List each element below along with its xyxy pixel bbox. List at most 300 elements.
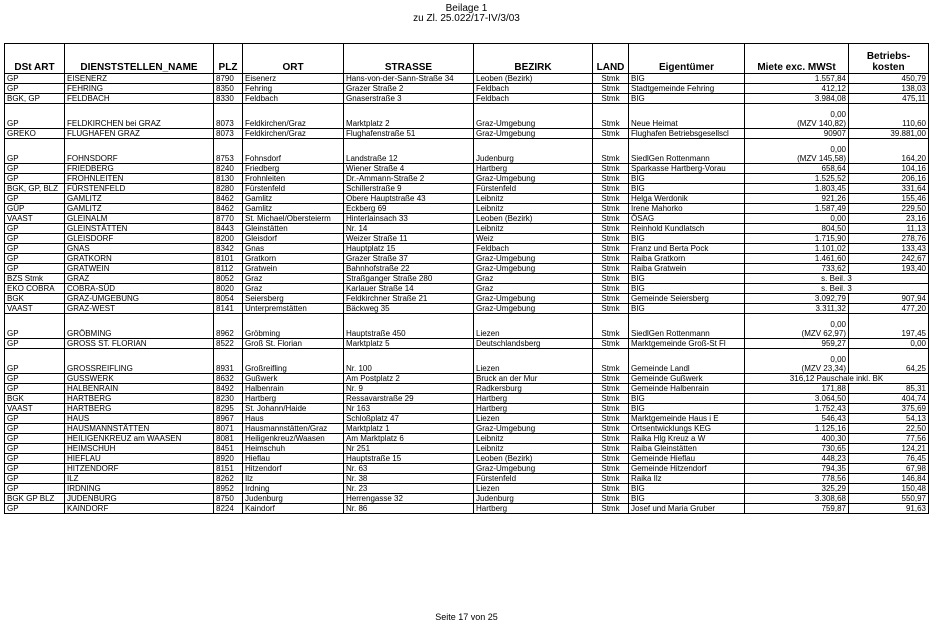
cell-bezirk: Graz-Umgebung: [474, 294, 593, 304]
table-row: [5, 454, 929, 464]
cell-name: HEILIGENKREUZ am WAASEN: [65, 434, 214, 444]
cell-miete: 759,87: [745, 504, 849, 514]
cell-ort: St. Johann/Haide: [243, 404, 344, 414]
cell-name: GLEINSTÄTTEN: [65, 224, 214, 234]
cell-name: GRAZ-WEST: [65, 304, 214, 314]
cell-art: GP: [5, 164, 65, 174]
cell-eig: Raika Ilz: [629, 474, 745, 484]
cell-miete: s. Beil. 3: [745, 274, 929, 284]
cell-art: BGK, GP: [5, 94, 65, 104]
cell-bezirk: Weiz: [474, 234, 593, 244]
table-row: [5, 424, 929, 434]
cell-ort: Hieflau: [243, 454, 344, 464]
cell-bezirk: Graz-Umgebung: [474, 129, 593, 139]
cell-miete: 794,35: [745, 464, 849, 474]
cell-name: GLEINALM: [65, 214, 214, 224]
cell-miete: 959,27: [745, 339, 849, 349]
table-row: [5, 264, 929, 274]
cell-name: GRATKORN: [65, 254, 214, 264]
cell-miete: 325,29: [745, 484, 849, 494]
cell-plz: 8101: [214, 254, 243, 264]
cell-miete: 1.752,43: [745, 404, 849, 414]
cell-plz: 8342: [214, 244, 243, 254]
cell-eig: BIG: [629, 284, 745, 294]
cell-land: Stmk: [593, 164, 629, 174]
cell-art: GP: [5, 314, 65, 339]
cell-ort: Judenburg: [243, 494, 344, 504]
cell-bk: 229,50: [849, 204, 929, 214]
cell-bezirk: Liezen: [474, 314, 593, 339]
cell-land: Stmk: [593, 314, 629, 339]
col-header: Miete exc. MWSt: [745, 44, 849, 74]
cell-ort: Groß St. Florian: [243, 339, 344, 349]
rent-mzv-note: (MZV 140,82): [797, 119, 846, 128]
cell-name: FRIEDBERG: [65, 164, 214, 174]
table-row: [5, 194, 929, 204]
cell-plz: 8200: [214, 234, 243, 244]
cell-name: GRAZ: [65, 274, 214, 284]
cell-plz: 8130: [214, 174, 243, 184]
cell-plz: 8020: [214, 284, 243, 294]
cell-plz: 8753: [214, 139, 243, 164]
cell-bezirk: Leibnitz: [474, 194, 593, 204]
cell-strasse: Nr. 23: [344, 484, 474, 494]
cell-eig: Raiba Gratkorn: [629, 254, 745, 264]
cell-eig: SiedlGen Rottenmann: [629, 139, 745, 164]
cell-bezirk: Leibnitz: [474, 434, 593, 444]
cell-name: HARTBERG: [65, 404, 214, 414]
cell-bk: 91,63: [849, 504, 929, 514]
cell-bezirk: Judenburg: [474, 139, 593, 164]
cell-land: Stmk: [593, 129, 629, 139]
cell-land: Stmk: [593, 484, 629, 494]
table-row: [5, 254, 929, 264]
col-header: ORT: [243, 44, 344, 74]
cell-bk: 450,79: [849, 74, 929, 84]
cell-land: Stmk: [593, 74, 629, 84]
cell-ort: Graz: [243, 284, 344, 294]
cell-ort: Kaindorf: [243, 504, 344, 514]
cell-art: GP: [5, 264, 65, 274]
table-row: [5, 94, 929, 104]
cell-art: GP: [5, 504, 65, 514]
cell-land: Stmk: [593, 494, 629, 504]
cell-miete: 804,50: [745, 224, 849, 234]
cell-bk: 331,64: [849, 184, 929, 194]
cell-plz: 8952: [214, 484, 243, 494]
cell-strasse: Obere Hauptstraße 43: [344, 194, 474, 204]
cell-bezirk: Fürstenfeld: [474, 474, 593, 484]
cell-land: Stmk: [593, 414, 629, 424]
cell-bezirk: Graz: [474, 274, 593, 284]
cell-bk: 907,94: [849, 294, 929, 304]
cell-name: FROHNLEITEN: [65, 174, 214, 184]
cell-art: VAAST: [5, 304, 65, 314]
cell-art: GP: [5, 384, 65, 394]
cell-art: GP: [5, 454, 65, 464]
cell-ort: Heimschuh: [243, 444, 344, 454]
cell-plz: 8770: [214, 214, 243, 224]
cell-bezirk: Liezen: [474, 484, 593, 494]
table-row: [5, 394, 929, 404]
cell-eig: Flughafen Betriebsgesellscl: [629, 129, 745, 139]
cell-name: JUDENBURG: [65, 494, 214, 504]
cell-land: Stmk: [593, 204, 629, 214]
cell-name: FELDBACH: [65, 94, 214, 104]
cell-miete: [745, 314, 849, 339]
cell-ort: Frohnleiten: [243, 174, 344, 184]
rent-value: 0,00: [830, 110, 846, 119]
cell-miete: 171,88: [745, 384, 849, 394]
cell-miete: 3.064,50: [745, 394, 849, 404]
cell-art: GP: [5, 224, 65, 234]
cell-art: GP: [5, 484, 65, 494]
cell-land: Stmk: [593, 84, 629, 94]
cell-ort: Heiligenkreuz/Waasen: [243, 434, 344, 444]
col-header: DSt ART: [5, 44, 65, 74]
cell-bk: 475,11: [849, 94, 929, 104]
cell-bk: 124,21: [849, 444, 929, 454]
cell-name: FEHRING: [65, 84, 214, 94]
cell-ort: Halbenrain: [243, 384, 344, 394]
cell-bk: 76,45: [849, 454, 929, 464]
cell-plz: 8081: [214, 434, 243, 444]
cell-miete: 1.803,45: [745, 184, 849, 194]
cell-miete: 658,64: [745, 164, 849, 174]
cell-strasse: Nr. 100: [344, 349, 474, 374]
cell-strasse: Nr. 14: [344, 224, 474, 234]
cell-art: GP: [5, 474, 65, 484]
cell-bk: 22,50: [849, 424, 929, 434]
cell-art: GP: [5, 234, 65, 244]
cell-name: FELDKIRCHEN bei GRAZ: [65, 104, 214, 129]
cell-land: Stmk: [593, 374, 629, 384]
cell-plz: 8230: [214, 394, 243, 404]
cell-plz: 8330: [214, 94, 243, 104]
cell-miete: 1.125,16: [745, 424, 849, 434]
page-footer: Seite 17 von 25: [435, 612, 498, 622]
cell-art: GP: [5, 414, 65, 424]
cell-name: GRATWEIN: [65, 264, 214, 274]
cell-art: GP: [5, 464, 65, 474]
cell-art: GP: [5, 174, 65, 184]
table-row: [5, 274, 929, 284]
cell-land: Stmk: [593, 284, 629, 294]
cell-bezirk: Liezen: [474, 414, 593, 424]
cell-land: Stmk: [593, 94, 629, 104]
cell-plz: 8462: [214, 204, 243, 214]
cell-ort: Gußwerk: [243, 374, 344, 384]
cell-bk: 138,03: [849, 84, 929, 94]
table-row: [5, 294, 929, 304]
cell-ort: Gamlitz: [243, 194, 344, 204]
cell-strasse: Schillerstraße 9: [344, 184, 474, 194]
cell-name: HALBENRAIN: [65, 384, 214, 394]
cell-land: Stmk: [593, 304, 629, 314]
cell-plz: 8462: [214, 194, 243, 204]
cell-bk: 404,74: [849, 394, 929, 404]
cell-bezirk: Leoben (Bezirk): [474, 454, 593, 464]
table-row: [5, 384, 929, 394]
cell-bk: 150,48: [849, 484, 929, 494]
cell-art: GP: [5, 194, 65, 204]
cell-miete: 1.525,52: [745, 174, 849, 184]
rent-mzv-note: (MZV 62,97): [801, 329, 846, 338]
cell-strasse: Hauptstraße 15: [344, 454, 474, 464]
cell-eig: Reinhold Kundlatsch: [629, 224, 745, 234]
cell-plz: 8920: [214, 454, 243, 464]
cell-bk: 146,84: [849, 474, 929, 484]
cell-plz: 8750: [214, 494, 243, 504]
cell-miete: 921,26: [745, 194, 849, 204]
cell-bk: 110,60: [849, 104, 929, 129]
cell-strasse: Feldkirchner Straße 21: [344, 294, 474, 304]
cell-ort: Gleinstätten: [243, 224, 344, 234]
cell-miete: 1.101,02: [745, 244, 849, 254]
table-row: [5, 414, 929, 424]
cell-plz: 8112: [214, 264, 243, 274]
cell-art: BGK, GP, BLZ: [5, 184, 65, 194]
table-row: [5, 444, 929, 454]
cell-eig: BIG: [629, 74, 745, 84]
cell-bezirk: Graz-Umgebung: [474, 104, 593, 129]
cell-land: Stmk: [593, 504, 629, 514]
offices-table: [4, 43, 929, 514]
cell-bezirk: Graz-Umgebung: [474, 264, 593, 274]
cell-bezirk: Leibnitz: [474, 204, 593, 214]
table-row: [5, 224, 929, 234]
cell-eig: Gemeinde Hieflau: [629, 454, 745, 464]
cell-eig: Raiba Gratwein: [629, 264, 745, 274]
table-row: [5, 244, 929, 254]
cell-ort: Eisenerz: [243, 74, 344, 84]
cell-eig: Raika Hlg Kreuz a W: [629, 434, 745, 444]
cell-miete: 316,12 Pauschale inkl. BK: [745, 374, 929, 384]
cell-name: ILZ: [65, 474, 214, 484]
cell-art: GP: [5, 139, 65, 164]
cell-art: GREKO: [5, 129, 65, 139]
cell-ort: Großreifling: [243, 349, 344, 374]
cell-eig: BIG: [629, 304, 745, 314]
cell-strasse: Hans-von-der-Sann-Straße 34: [344, 74, 474, 84]
cell-land: Stmk: [593, 264, 629, 274]
col-header: Betriebs-kosten: [849, 44, 929, 74]
cell-miete: 546,43: [745, 414, 849, 424]
table-row: [5, 314, 929, 339]
cell-bezirk: Feldbach: [474, 94, 593, 104]
cell-eig: BIG: [629, 494, 745, 504]
cell-land: Stmk: [593, 454, 629, 464]
cell-bezirk: Liezen: [474, 349, 593, 374]
cell-land: Stmk: [593, 274, 629, 284]
cell-strasse: Nr. 9: [344, 384, 474, 394]
cell-bk: 206,16: [849, 174, 929, 184]
cell-ort: Fürstenfeld: [243, 184, 344, 194]
table-row: [5, 234, 929, 244]
cell-ort: Unterpremstätten: [243, 304, 344, 314]
cell-strasse: Hauptplatz 15: [344, 244, 474, 254]
cell-eig: Gemeinde Halbenrain: [629, 384, 745, 394]
cell-ort: Graz: [243, 274, 344, 284]
cell-bk: 64,25: [849, 349, 929, 374]
cell-art: BGK: [5, 294, 65, 304]
cell-ort: Gröbming: [243, 314, 344, 339]
cell-art: GP: [5, 339, 65, 349]
cell-bk: 197,45: [849, 314, 929, 339]
cell-eig: Raiba Gleinstätten: [629, 444, 745, 454]
cell-art: VAAST: [5, 214, 65, 224]
cell-land: Stmk: [593, 474, 629, 484]
cell-ort: Ilz: [243, 474, 344, 484]
cell-land: Stmk: [593, 194, 629, 204]
cell-strasse: Nr. 86: [344, 504, 474, 514]
table-row: [5, 84, 929, 94]
cell-strasse: Marktplatz 1: [344, 424, 474, 434]
cell-ort: Haus: [243, 414, 344, 424]
cell-bk: 54,13: [849, 414, 929, 424]
cell-eig: Ortsentwicklungs KEG: [629, 424, 745, 434]
table-row: [5, 464, 929, 474]
cell-plz: 8224: [214, 504, 243, 514]
table-header-row: [5, 44, 929, 74]
cell-name: HIEFLAU: [65, 454, 214, 464]
cell-plz: 8280: [214, 184, 243, 194]
cell-miete: [745, 104, 849, 129]
cell-strasse: Nr 251: [344, 444, 474, 454]
cell-bk: 193,40: [849, 264, 929, 274]
cell-name: GROSS ST. FLORIAN: [65, 339, 214, 349]
cell-bk: 85,31: [849, 384, 929, 394]
cell-eig: BIG: [629, 484, 745, 494]
cell-bk: 278,76: [849, 234, 929, 244]
cell-bezirk: Leoben (Bezirk): [474, 74, 593, 84]
table-row: [5, 339, 929, 349]
cell-miete: 3.311,32: [745, 304, 849, 314]
cell-bezirk: Hartberg: [474, 394, 593, 404]
cell-strasse: Grazer Straße 2: [344, 84, 474, 94]
cell-bk: 242,67: [849, 254, 929, 264]
table-row: [5, 474, 929, 484]
cell-art: GÜP: [5, 204, 65, 214]
cell-name: GLEISDORF: [65, 234, 214, 244]
cell-strasse: Grazer Straße 37: [344, 254, 474, 264]
cell-strasse: Bäckweg 35: [344, 304, 474, 314]
cell-strasse: Herrengasse 32: [344, 494, 474, 504]
cell-name: FÜRSTENFELD: [65, 184, 214, 194]
cell-eig: Gemeinde Landl: [629, 349, 745, 374]
cell-bezirk: Hartberg: [474, 504, 593, 514]
cell-bezirk: Deutschlandsberg: [474, 339, 593, 349]
cell-bk: 11,13: [849, 224, 929, 234]
cell-bezirk: Leibnitz: [474, 224, 593, 234]
cell-strasse: Nr. 38: [344, 474, 474, 484]
cell-miete: 412,12: [745, 84, 849, 94]
cell-bezirk: Radkersburg: [474, 384, 593, 394]
table-row: [5, 434, 929, 444]
cell-bezirk: Graz-Umgebung: [474, 424, 593, 434]
rent-mzv-note: (MZV 23,34): [801, 364, 846, 373]
cell-ort: Gratkorn: [243, 254, 344, 264]
cell-bk: 67,98: [849, 464, 929, 474]
cell-miete: s. Beil. 3: [745, 284, 929, 294]
cell-eig: BIG: [629, 174, 745, 184]
table-row: [5, 349, 929, 374]
cell-bezirk: Graz-Umgebung: [474, 464, 593, 474]
table-row: [5, 129, 929, 139]
cell-eig: Gemeinde Seiersberg: [629, 294, 745, 304]
cell-ort: St. Michael/Obersteierm: [243, 214, 344, 224]
cell-eig: Irene Mahorko: [629, 204, 745, 214]
cell-art: VAAST: [5, 404, 65, 414]
cell-miete: [745, 139, 849, 164]
cell-strasse: Bahnhofstraße 22: [344, 264, 474, 274]
table-row: [5, 174, 929, 184]
cell-strasse: Am Marktplatz 6: [344, 434, 474, 444]
cell-land: Stmk: [593, 434, 629, 444]
table-row: [5, 504, 929, 514]
cell-name: COBRA-SÜD: [65, 284, 214, 294]
cell-land: Stmk: [593, 384, 629, 394]
cell-ort: Friedberg: [243, 164, 344, 174]
cell-land: Stmk: [593, 339, 629, 349]
cell-miete: 733,62: [745, 264, 849, 274]
table-row: [5, 284, 929, 294]
cell-miete: 1.587,49: [745, 204, 849, 214]
cell-art: GP: [5, 84, 65, 94]
cell-miete: [745, 349, 849, 374]
cell-strasse: Ressavarstraße 29: [344, 394, 474, 404]
cell-name: GUSSWERK: [65, 374, 214, 384]
cell-eig: BIG: [629, 404, 745, 414]
cell-ort: Fehring: [243, 84, 344, 94]
table-row: [5, 484, 929, 494]
cell-bezirk: Graz-Umgebung: [474, 304, 593, 314]
cell-strasse: Eckberg 69: [344, 204, 474, 214]
cell-strasse: Flughafenstraße 51: [344, 129, 474, 139]
cell-miete: 3.092,79: [745, 294, 849, 304]
cell-bk: 133,43: [849, 244, 929, 254]
cell-miete: 0,00: [745, 214, 849, 224]
cell-name: FLUGHAFEN GRAZ: [65, 129, 214, 139]
cell-plz: 8492: [214, 384, 243, 394]
cell-land: Stmk: [593, 464, 629, 474]
cell-eig: BIG: [629, 394, 745, 404]
cell-land: Stmk: [593, 404, 629, 414]
cell-miete: 3.984,08: [745, 94, 849, 104]
table-row: [5, 494, 929, 504]
cell-ort: Irdning: [243, 484, 344, 494]
cell-art: EKO COBRA: [5, 284, 65, 294]
col-header: DIENSTSTELLEN_NAME: [65, 44, 214, 74]
rent-value: 0,00: [830, 145, 846, 154]
cell-ort: Feldkirchen/Graz: [243, 104, 344, 129]
cell-bezirk: Hartberg: [474, 164, 593, 174]
cell-plz: 8073: [214, 104, 243, 129]
cell-name: HITZENDORF: [65, 464, 214, 474]
cell-ort: Feldbach: [243, 94, 344, 104]
cell-strasse: Wiener Straße 4: [344, 164, 474, 174]
cell-bezirk: Graz-Umgebung: [474, 174, 593, 184]
table-row: [5, 104, 929, 129]
cell-art: GP: [5, 349, 65, 374]
table-row: [5, 204, 929, 214]
cell-land: Stmk: [593, 294, 629, 304]
rent-value: 0,00: [830, 355, 846, 364]
cell-bk: 550,97: [849, 494, 929, 504]
cell-plz: 8967: [214, 414, 243, 424]
cell-plz: 8262: [214, 474, 243, 484]
cell-name: EISENERZ: [65, 74, 214, 84]
